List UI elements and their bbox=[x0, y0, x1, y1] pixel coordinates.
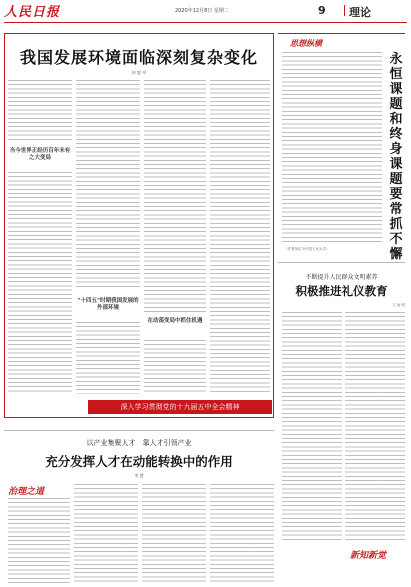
commentary-body-text bbox=[282, 52, 382, 244]
divider bbox=[278, 262, 405, 263]
talent-body-text bbox=[210, 484, 274, 583]
xinzhixinjue-logo: 新知新觉 bbox=[350, 551, 387, 561]
etiquette-body-text bbox=[282, 312, 342, 542]
talent-body-text bbox=[142, 484, 206, 583]
etiquette-byline: 王 灿 明 bbox=[392, 303, 405, 307]
column-tag: 治理之道 bbox=[8, 487, 45, 497]
series-banner: 深入学习贯彻党的十九届五中全会精神 bbox=[88, 400, 272, 414]
lead-body-text bbox=[76, 80, 140, 290]
lead-body-text bbox=[210, 80, 270, 394]
lead-body-text bbox=[8, 80, 72, 142]
etiquette-kicker: 不断提升人民群众文明素养 bbox=[305, 274, 378, 281]
section-name: 理论 bbox=[349, 6, 371, 19]
talent-body-text bbox=[74, 484, 138, 583]
etiquette-headline[interactable]: 积极推进礼仪教育 bbox=[295, 284, 388, 298]
etiquette-body-text bbox=[345, 312, 405, 542]
talent-byline: 李 慧 bbox=[134, 473, 144, 478]
talent-kicker: 以产业集聚人才 靠人才引领产业 bbox=[86, 439, 192, 447]
lead-body-text bbox=[8, 172, 72, 394]
lead-subhead-1: 当今世界正经历百年未有之大变局 bbox=[9, 148, 71, 161]
page-number: 9 bbox=[318, 4, 326, 17]
commentary-author-note: （作者单位为中国人民大学） bbox=[284, 247, 330, 251]
lead-byline: 何 毅 亭 bbox=[131, 70, 147, 75]
talent-body-text bbox=[8, 498, 70, 583]
newspaper-logo: 人民日报 bbox=[4, 5, 61, 20]
lead-body-text bbox=[144, 340, 206, 394]
lead-body-text bbox=[144, 80, 206, 312]
divider bbox=[4, 430, 274, 431]
lead-subhead-3: 在动荡变局中抓住机遇 bbox=[147, 318, 203, 324]
lead-body-text bbox=[76, 322, 140, 394]
lead-headline[interactable]: 我国发展环境面临深刻复杂变化 bbox=[19, 48, 258, 67]
dateline: 2020年12月8日 星期二 bbox=[175, 8, 229, 14]
talent-headline[interactable]: 充分发挥人才在动能转换中的作用 bbox=[45, 454, 233, 469]
commentary-title[interactable]: 永恒课题和终身课题要常抓不懈 bbox=[389, 52, 403, 262]
page-separator bbox=[344, 5, 345, 16]
lead-subhead-2: “十四五”时期我国发展的外部环境 bbox=[77, 298, 139, 311]
column-logo: 思想纵横 bbox=[290, 38, 322, 48]
